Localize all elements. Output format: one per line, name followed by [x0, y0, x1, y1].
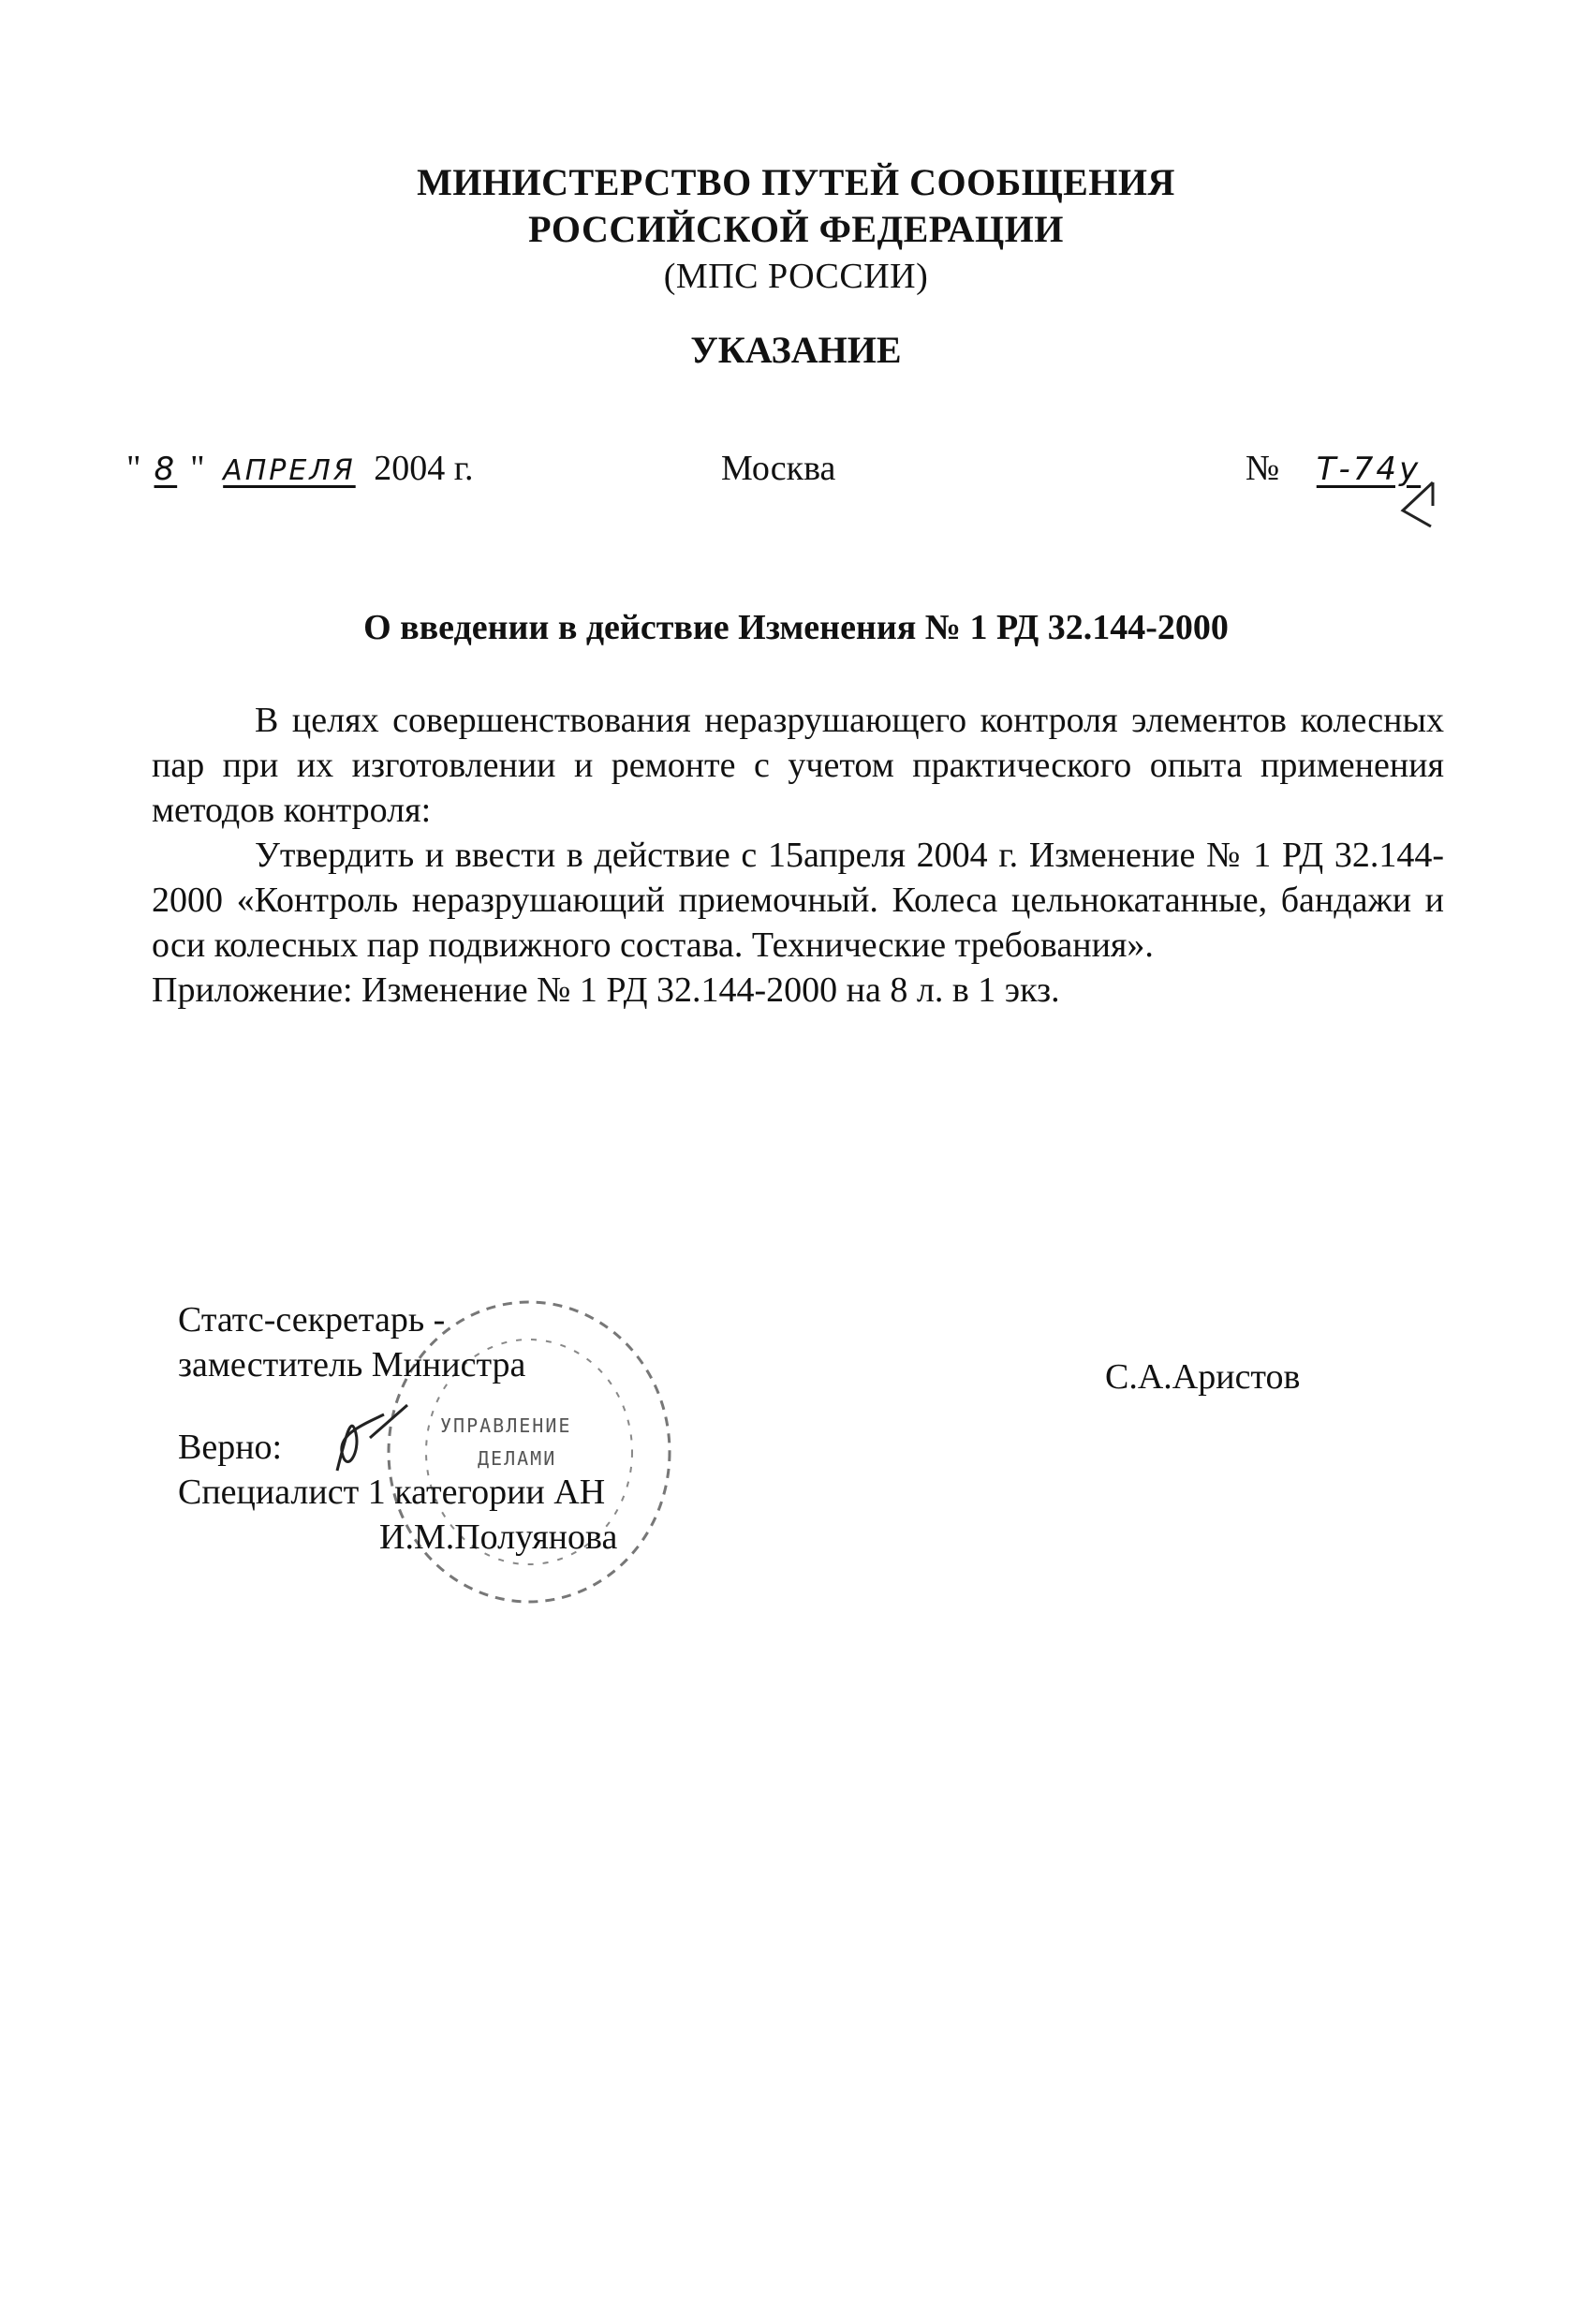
document-body: [152, 698, 1444, 1013]
body-attachment: Приложение: Изменение № 1 РД 32.144-2000 на 8 л. в 1 экз.: [152, 970, 1060, 1010]
body-paragraph-1: В целях совершенствования неразрушающего контроля элементов колесных пар при их изготовлении и ремонте с учетом практического опыта применения методов контроля:: [152, 701, 1444, 830]
signer-name: С.А.Аристов: [1105, 1357, 1301, 1397]
signer-title-line-1: Статс-секретарь -: [178, 1300, 446, 1340]
body-paragraph-2: Утвердить и ввести в действие с 15апреля 2004 г. Изменение № 1 РД 32.144-2000 «Контроль неразрушающий приемочный. Колеса цельнокатанные, бандажи и оси колесных пар подвижного состава. Технические требования».: [152, 836, 1444, 965]
handwritten-signature-icon: [328, 1396, 412, 1480]
document-subject: О введении в действие Изменения № 1 РД 32.144-2000: [363, 608, 1229, 647]
header-line-2: РОССИЙСКОЙ ФЕДЕРАЦИИ: [528, 208, 1064, 250]
date-field: [126, 448, 474, 489]
date-month-handwritten: АПРЕЛЯ: [223, 454, 356, 487]
document-type-title: УКАЗАНИЕ: [690, 329, 902, 371]
number-sign: №: [1246, 449, 1280, 488]
ministry-header: [0, 159, 1592, 300]
specialist-name: И.М.Полуянова: [379, 1517, 618, 1557]
handwritten-mark-icon: [1395, 478, 1442, 534]
specialist-title: Специалист 1 категории АН: [178, 1473, 606, 1512]
number-handwritten: Т-74у: [1316, 451, 1422, 488]
date-year: 2004 г.: [374, 449, 474, 488]
city: Москва: [721, 449, 836, 488]
verified-label: Верно:: [178, 1428, 283, 1467]
date-quote-close: ": [190, 449, 205, 488]
signer-title-line-2: заместитель Министра: [178, 1345, 526, 1384]
date-day-handwritten: 8: [154, 451, 178, 488]
seal-text-line-2: ДЕЛАМИ: [478, 1447, 557, 1470]
header-line-3: (МПС РОССИИ): [663, 257, 929, 296]
seal-text-line-1: УПРАВЛЕНИЕ: [440, 1414, 572, 1437]
date-quote-open: ": [126, 449, 141, 488]
header-line-1: МИНИСТЕРСТВО ПУТЕЙ СООБЩЕНИЯ: [417, 161, 1175, 203]
